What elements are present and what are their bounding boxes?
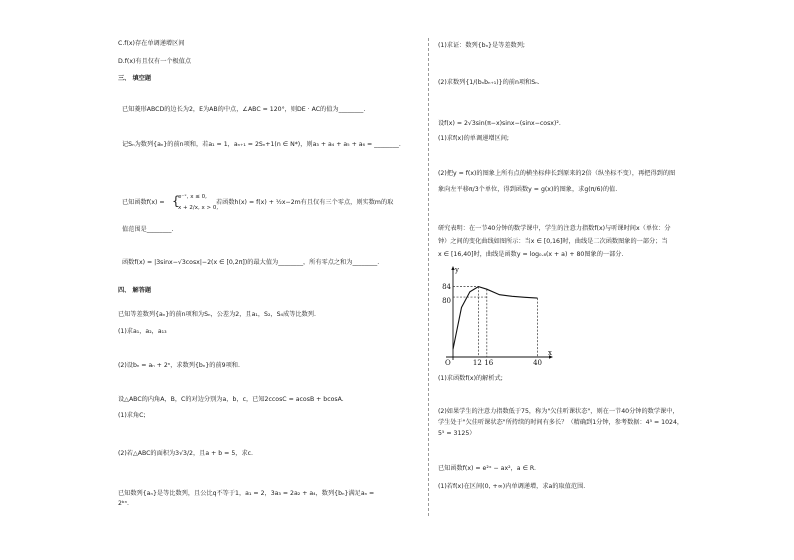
question-22-part1: (1)若f(x)在区间(0, +∞)内单调递增，求a的取值范围.	[438, 483, 586, 490]
attention-graph	[436, 264, 556, 366]
question-19-part2: (2)求数列{1/(bₙbₙ₊₁)}的前n项和Sₙ.	[438, 79, 540, 86]
question-20: 设f(x) = 2√3sin(π−x)sinx−(sinx−cosx)².	[438, 120, 561, 127]
origin-label: O	[445, 359, 451, 366]
option-c: C.f(x)存在单调递增区间	[118, 40, 185, 47]
question-15-case1: e⁻ˣ, x ≤ 0,	[178, 194, 207, 200]
question-21-part1: (1)求函数f(x)的解析式;	[438, 375, 503, 382]
brace: {	[172, 194, 180, 208]
question-21-part2-line2: 学生处于"欠佳听课状态"所持续的时间有多长？（精确到1分钟，参考数据：4⁵ = 1024，	[438, 419, 684, 426]
option-d: D.f(x)有且仅有一个极值点	[118, 58, 192, 65]
x-tick-40: 40	[533, 359, 543, 366]
y-tick-80: 80	[442, 297, 451, 306]
section-solve-heading: 四、 解答题	[118, 287, 152, 294]
question-15-mid: 若函数h(x) = f(x) + ½x−2m有且仅有三个零点，则实数m的取	[216, 199, 394, 206]
x-axis-label: x	[548, 349, 552, 357]
question-16: 函数f(x) = |3sinx−√3cosx|−2(x ∈ [0,2π])的最大值为________，所有零点之和为________.	[122, 259, 380, 266]
question-20-part2-line1: (2)把y = f(x)的图象上所有点的横坐标伸长到原来的2倍（纵坐标不变），再把得到的图	[438, 170, 676, 177]
question-20-part1: (1)求f(x)的单调递增区间;	[438, 135, 510, 142]
question-19: 已知数列{aₙ}是等比数列，且公比q不等于1，a₁ = 2，3a₃ = 2a₂ + a₄，数列{bₙ}满足aₙ =	[118, 490, 375, 497]
question-18-part1: (1)求角C;	[118, 412, 146, 419]
y-axis-label: y	[455, 266, 459, 274]
question-21-line3: x ∈ [16,40]时，曲线是函数y = log₀.₈(x + a) + 80图象的一部分.	[438, 251, 624, 258]
question-22: 已知函数f(x) = e²ˣ − ax²，a ∈ R.	[438, 465, 536, 472]
x-tick-12: 12	[472, 359, 482, 366]
section-fill-in-heading: 三、 填空题	[118, 75, 152, 82]
y-tick-84: 84	[442, 283, 451, 292]
question-18-part2: (2)若△ABC的面积为3√3/2，且a + b = 5，求c.	[118, 450, 253, 457]
attention-curve	[453, 287, 538, 350]
question-18: 设△ABC的内角A，B，C的对边分别为a，b，c，已知2ccosC = acosB + bcosA.	[118, 396, 344, 403]
question-20-part2-line2: 象向左平移π/3个单位，得到函数y = g(x)的图象，求g(π/6)的值.	[438, 186, 618, 193]
question-19-part1: (1)求证：数列{bₙ}是等差数列;	[438, 42, 525, 49]
question-21-line1: 研究表明：在一节40分钟的数学课中，学生的注意力指数f(x)与听课时间x（单位：分	[438, 225, 671, 232]
question-21-part2-line1: (2)如果学生的注意力指数低于75，称为"欠佳听课状态"，则在一节40分钟的数学课中，	[438, 408, 679, 415]
question-17-part1: (1)求a₁，a₂，a₁₃	[118, 328, 167, 335]
question-21-part2-line3: 5⁵ = 3125）	[438, 430, 476, 437]
question-14: 记Sₙ为数列{aₙ}的前n项和，若a₁ = 1，aₙ₊₁ = 2Sₙ+1(n ∈ N*)，则a₃ + a₄ + a₅ + a₆ = ________.	[122, 141, 401, 148]
question-21-line2: 钟）之间的变化曲线如图所示：当x ∈ [0,16]时，曲线是二次函数图象的一部分；当	[438, 238, 668, 245]
question-15-end: 值范围是________.	[122, 226, 174, 233]
question-15-case2: x + 2/x, x > 0,	[178, 205, 219, 211]
question-17: 已知等差数列{aₙ}的前n项和为Sₙ，公差为2，且a₁，S₂，S₄成等比数列.	[118, 311, 316, 318]
question-15-start: 已知函数f(x) =	[122, 199, 165, 206]
question-17-part2: (2)设bₙ = aₙ + 2ⁿ，求数列{bₙ}的前9项和.	[118, 362, 240, 369]
x-tick-16: 16	[484, 359, 494, 366]
column-divider	[428, 38, 429, 516]
question-19-cont: 2ᵇⁿ.	[118, 500, 130, 507]
question-13: 已知菱形ABCD的边长为2，E为AB的中点，∠ABC = 120°，则DE · AC的值为________.	[122, 106, 366, 113]
